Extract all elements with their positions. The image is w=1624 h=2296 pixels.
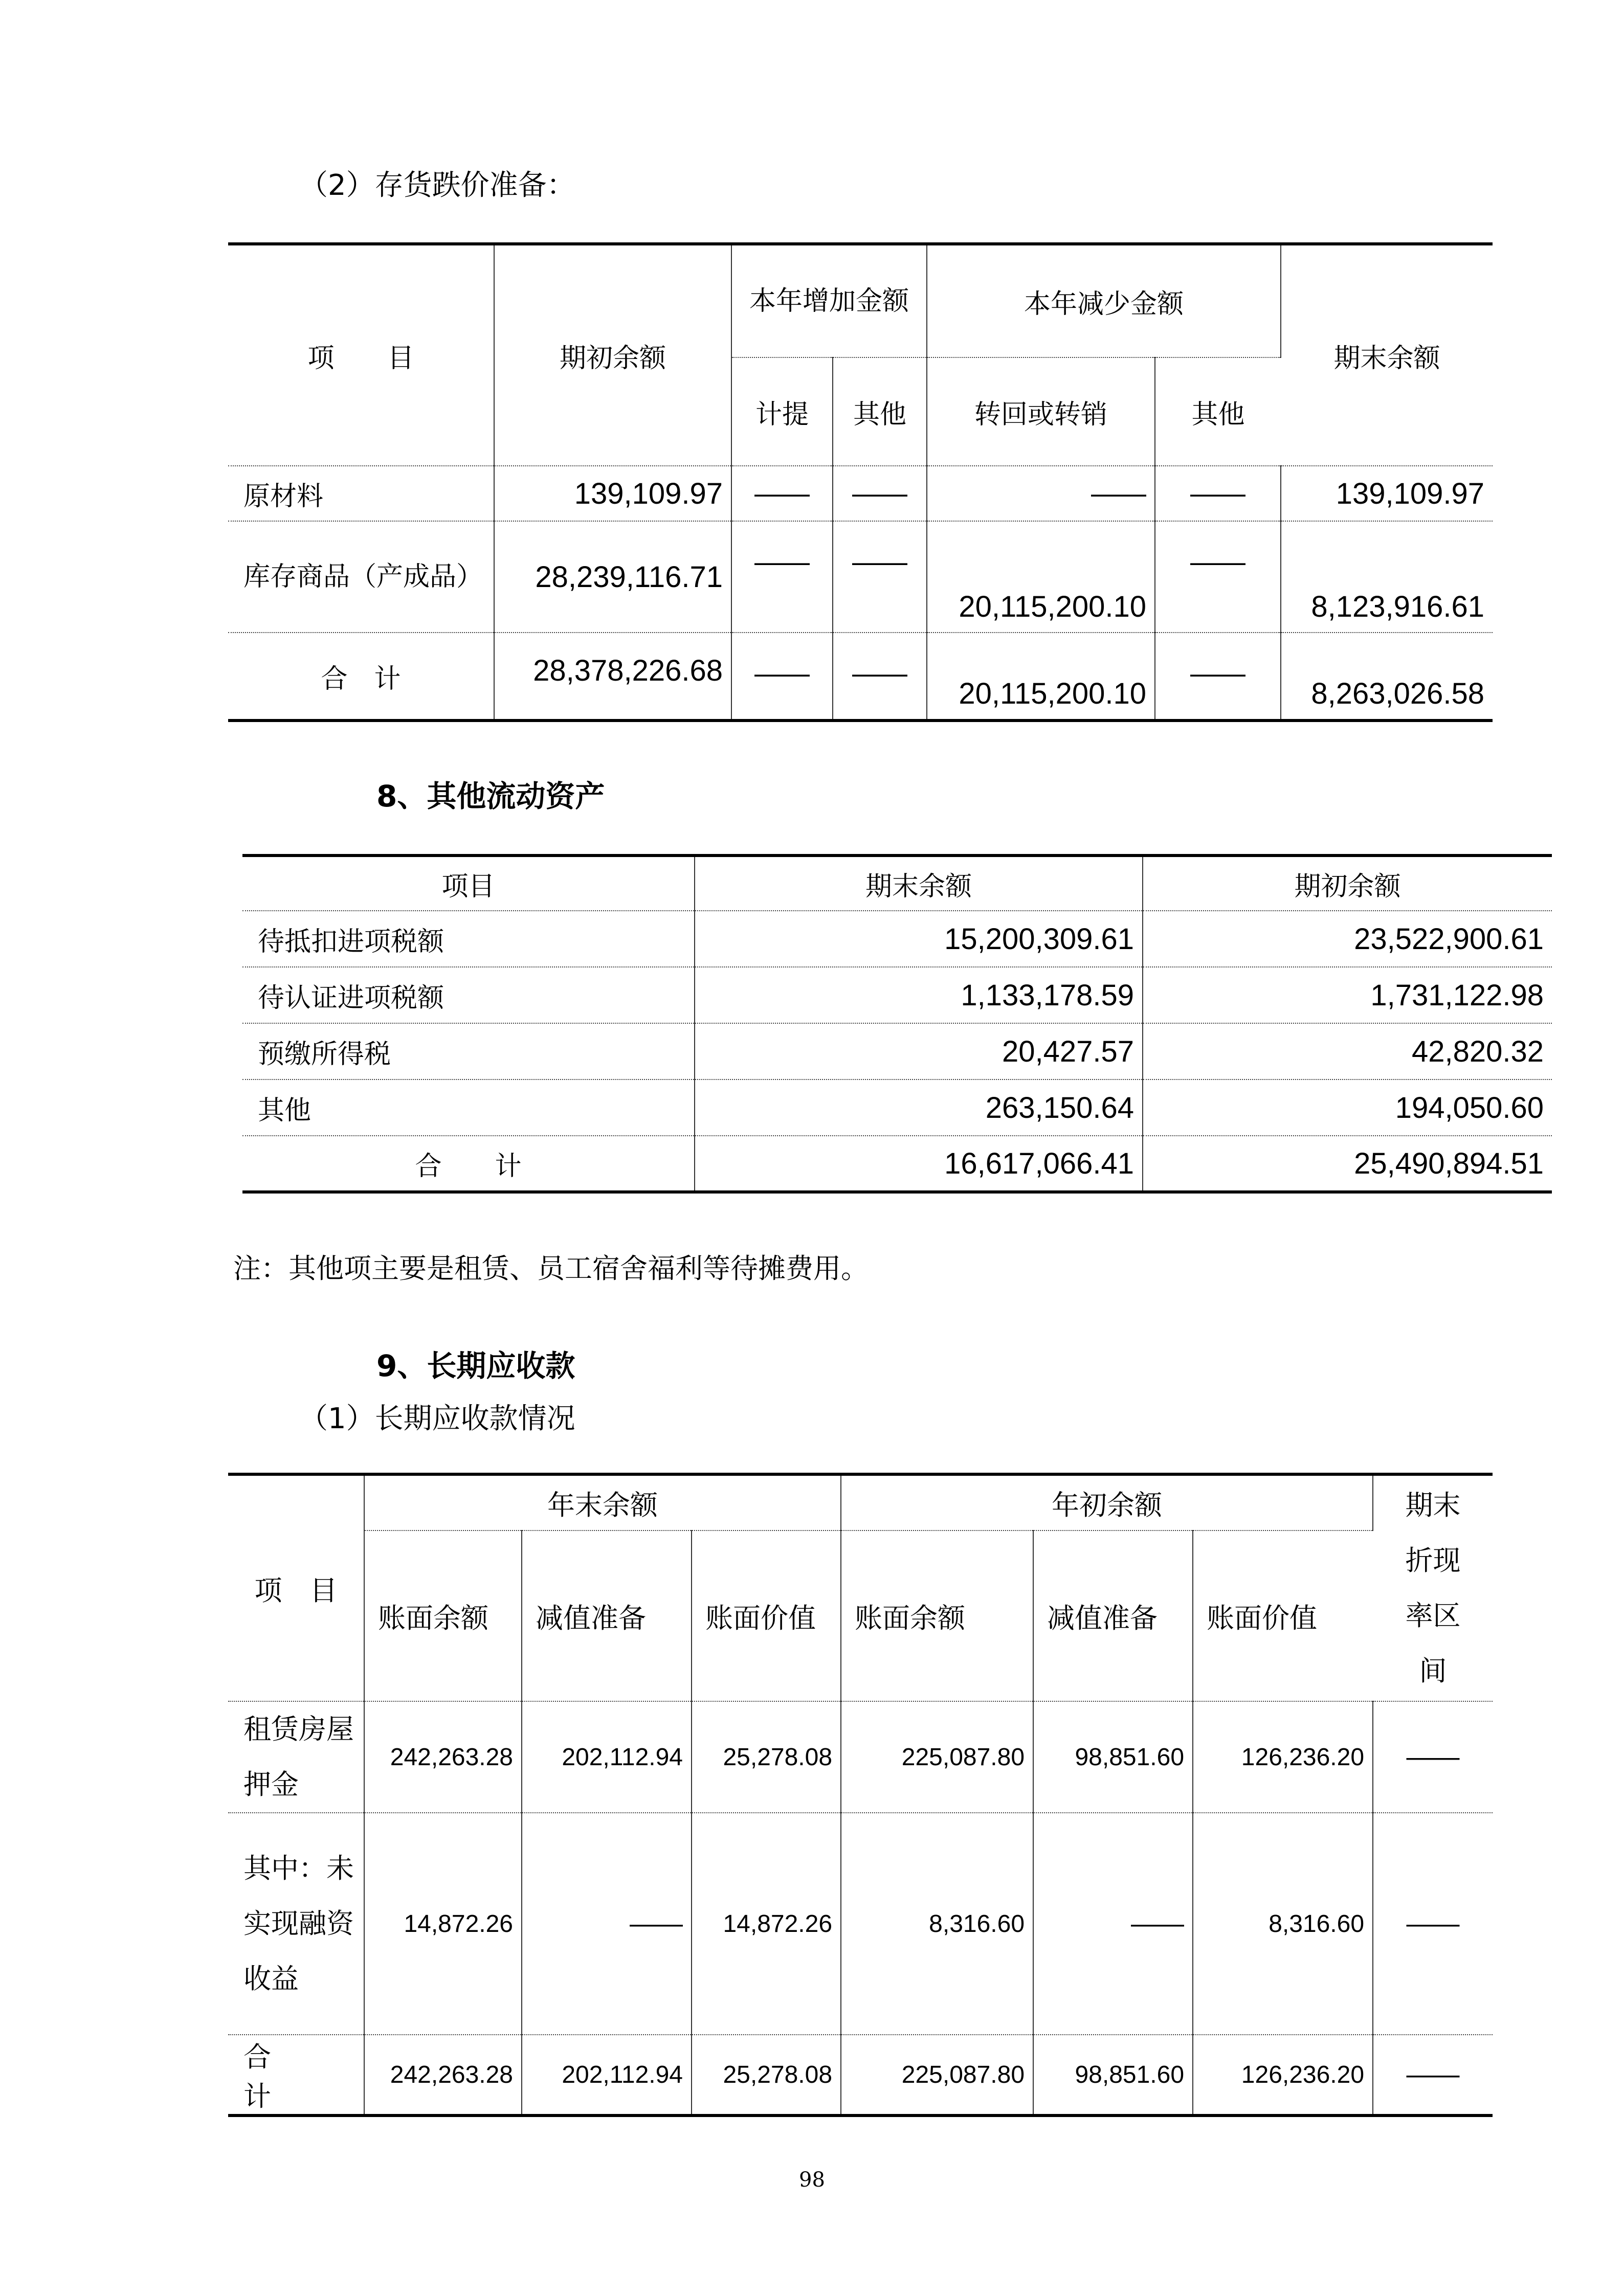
row-increase-other: —— <box>833 633 927 721</box>
header-closing-balance: 期末余额 <box>1281 244 1493 466</box>
header-begin-book-balance: 账面余额 <box>841 1530 1033 1701</box>
header-item: 项 目 <box>228 1474 364 1701</box>
header-year-end-balance: 年末余额 <box>364 1474 841 1530</box>
row-discount-rate: —— <box>1373 1813 1493 2035</box>
header-end-impairment: 减值准备 <box>522 1530 692 1701</box>
row-closing: 263,150.64 <box>695 1079 1143 1136</box>
row-item: 待认证进项税额 <box>242 967 695 1023</box>
row-begin-balance: 225,087.80 <box>841 1701 1033 1813</box>
row-item: 库存商品（产成品） <box>228 521 494 633</box>
other-current-assets-note: 注：其他项主要是租赁、员工宿舍福利等待摊费用。 <box>233 1252 869 1285</box>
row-reversal: 20,115,200.10 <box>927 521 1155 633</box>
row-item: 租赁房屋押金 <box>228 1701 364 1813</box>
row-item: 原材料 <box>228 466 494 521</box>
row-begin-impairment: 98,851.60 <box>1033 1701 1193 1813</box>
row-discount-rate: —— <box>1373 2035 1493 2115</box>
row-begin-value: 8,316.60 <box>1193 1813 1373 2035</box>
row-begin-balance: 8,316.60 <box>841 1813 1033 2035</box>
row-item: 其他 <box>242 1079 695 1136</box>
row-discount-rate: —— <box>1373 1701 1493 1813</box>
row-closing: 1,133,178.59 <box>695 967 1143 1023</box>
header-opening-balance: 期初余额 <box>494 244 731 466</box>
row-begin-balance: 225,087.80 <box>841 2035 1033 2115</box>
row-item: 合 计 <box>242 1136 695 1192</box>
header-closing-balance: 期末余额 <box>695 856 1143 911</box>
other-current-assets-title: 8、其他流动资产 <box>376 779 605 814</box>
table-row <box>228 466 1493 521</box>
row-provision: —— <box>731 633 833 721</box>
row-item: 预缴所得税 <box>242 1023 695 1079</box>
row-end-value: 25,278.08 <box>692 1701 841 1813</box>
row-end-impairment: 202,112.94 <box>522 1701 692 1813</box>
other-current-assets-table <box>242 854 1552 1194</box>
row-end-balance: 242,263.28 <box>364 2035 522 2115</box>
row-reversal: 20,115,200.10 <box>927 633 1155 721</box>
table-row <box>228 1701 1493 1813</box>
table-row <box>242 1079 1552 1136</box>
long-term-receivables-title: 9、长期应收款 <box>376 1348 575 1383</box>
row-opening: 23,522,900.61 <box>1143 911 1552 967</box>
row-begin-value: 126,236.20 <box>1193 1701 1373 1813</box>
table-row <box>228 521 1493 633</box>
row-closing: 20,427.57 <box>695 1023 1143 1079</box>
table-row-total <box>228 633 1493 721</box>
row-item: 待抵扣进项税额 <box>242 911 695 967</box>
table-row-total <box>242 1136 1552 1192</box>
row-end-impairment: —— <box>522 1813 692 2035</box>
inventory-provision-table <box>228 242 1493 722</box>
row-provision: —— <box>731 521 833 633</box>
header-item: 项目 <box>242 856 695 911</box>
row-end-value: 14,872.26 <box>692 1813 841 2035</box>
header-item: 项 目 <box>228 244 494 466</box>
row-item: 其中：未实现融资收益 <box>228 1813 364 2035</box>
long-term-receivables-table <box>228 1473 1493 2117</box>
row-opening: 194,050.60 <box>1143 1079 1552 1136</box>
row-opening: 1,731,122.98 <box>1143 967 1552 1023</box>
row-decrease-other: —— <box>1155 466 1281 521</box>
header-end-book-value: 账面价值 <box>692 1530 841 1701</box>
row-item: 合 计 <box>228 633 494 721</box>
header-reversal: 转回或转销 <box>927 357 1155 466</box>
row-end-impairment: 202,112.94 <box>522 2035 692 2115</box>
header-opening-balance: 期初余额 <box>1143 856 1552 911</box>
row-end-balance: 242,263.28 <box>364 1701 522 1813</box>
table-row-total <box>228 2035 1493 2115</box>
row-reversal: —— <box>927 466 1155 521</box>
header-current-increase: 本年增加金额 <box>731 244 927 357</box>
row-end-value: 25,278.08 <box>692 2035 841 2115</box>
row-decrease-other: —— <box>1155 521 1281 633</box>
row-closing: 139,109.97 <box>1281 466 1493 521</box>
header-end-book-balance: 账面余额 <box>364 1530 522 1701</box>
row-opening: 28,378,226.68 <box>494 633 731 721</box>
row-begin-value: 126,236.20 <box>1193 2035 1373 2115</box>
row-decrease-other: —— <box>1155 633 1281 721</box>
header-current-decrease: 本年减少金额 <box>927 244 1281 357</box>
row-provision: —— <box>731 466 833 521</box>
table-row <box>242 967 1552 1023</box>
header-begin-book-value: 账面价值 <box>1193 1530 1373 1701</box>
row-item: 合 计 <box>228 2035 364 2115</box>
header-increase-other: 其他 <box>833 357 927 466</box>
header-year-begin-balance: 年初余额 <box>841 1474 1373 1530</box>
row-opening: 28,239,116.71 <box>494 521 731 633</box>
page-number: 98 <box>799 2168 825 2192</box>
long-term-receivables-subtitle: （1）长期应收款情况 <box>299 1402 575 1435</box>
row-opening: 139,109.97 <box>494 466 731 521</box>
header-provision: 计提 <box>731 357 833 466</box>
row-opening: 42,820.32 <box>1143 1023 1552 1079</box>
header-discount-rate-range: 期末折现率区间 <box>1373 1474 1493 1701</box>
table-row <box>228 1813 1493 2035</box>
header-decrease-other: 其他 <box>1155 357 1281 466</box>
header-begin-impairment: 减值准备 <box>1033 1530 1193 1701</box>
row-closing: 16,617,066.41 <box>695 1136 1143 1192</box>
row-begin-impairment: —— <box>1033 1813 1193 2035</box>
row-closing: 15,200,309.61 <box>695 911 1143 967</box>
row-opening: 25,490,894.51 <box>1143 1136 1552 1192</box>
row-begin-impairment: 98,851.60 <box>1033 2035 1193 2115</box>
row-closing: 8,123,916.61 <box>1281 521 1493 633</box>
row-end-balance: 14,872.26 <box>364 1813 522 2035</box>
table-row <box>242 911 1552 967</box>
row-increase-other: —— <box>833 521 927 633</box>
inventory-provision-title: （2）存货跌价准备： <box>299 169 575 202</box>
table-row <box>242 1023 1552 1079</box>
row-closing: 8,263,026.58 <box>1281 633 1493 721</box>
row-increase-other: —— <box>833 466 927 521</box>
